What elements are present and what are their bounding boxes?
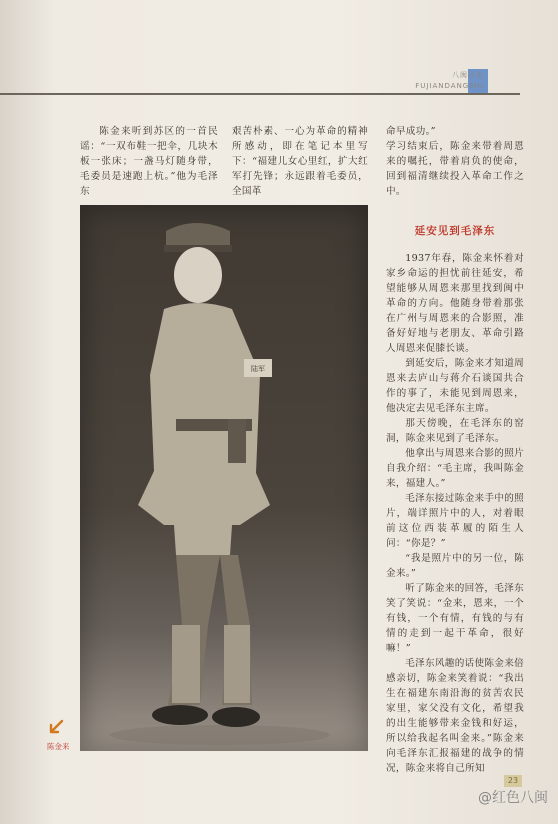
column-1-text: 陈金来听到苏区的一首民谣：“一双布鞋一把伞，几块木板一张床；一盏马灯随身带，毛委员是速跑上杭。”他为毛泽东: [80, 126, 218, 197]
column-3-paragraph: “我是照片中的另一位，陈金来。”: [386, 553, 524, 579]
running-header: [364, 70, 484, 92]
header-label-en: FUJIANDANGSHI: [415, 82, 484, 90]
header-rule: [0, 93, 520, 95]
body-column-3-top: [386, 124, 524, 199]
section-title: 延安见到毛泽东: [414, 225, 496, 237]
column-3-paragraph: 听了陈金来的回答，毛泽东笑了笑说：“金来，恩来，一个有钱，一个有情，有钱的与有情的走到一起干革命，很好嘛！”: [386, 583, 524, 654]
armband-text: 陆军: [251, 365, 265, 373]
column-2-text: 艰苦朴素、一心为革命的精神所感动，即在笔记本里写下：“福建儿女心里红，扩大红军打先锋；永远跟着毛委员，全国革: [232, 126, 368, 197]
watermark: @红色八闽: [478, 790, 548, 806]
photo-caption: 陈金来: [47, 742, 70, 751]
column-3-paragraph: 毛泽东接过陈金来手中的照片，端详照片中的人，对着眼前这位西装革履的陌生人问：“你是？”: [386, 493, 524, 549]
column-3-paragraph: 1937年春，陈金来怀着对家乡命运的担忧前往延安，希望能够从周恩来那里找到闽中革命的方向。他随身带着那张在广州与周恩来的合影照，准备好好地与老朋友、革命引路人周恩来促膝长谈。: [386, 253, 524, 354]
portrait-illustration: [80, 205, 368, 751]
page-number: 23: [504, 775, 522, 787]
header-label-cn: 八闽丛史: [452, 71, 484, 79]
column-3-top-text: 命早成功。” 学习结束后，陈金来带着周恩来的嘱托，带着肩负的使命，回到福清继续投入革命工作之中。: [386, 126, 524, 197]
body-column-3: [386, 251, 524, 776]
column-3-paragraph: 他拿出与周恩来合影的照片自我介绍：“毛主席，我叫陈金来，福建人。”: [386, 448, 524, 489]
column-3-paragraph: 毛泽东风趣的话使陈金来倍感亲切，陈金来笑着说：“我出生在福建东南沿海的贫苦农民家里，家父没有文化，希望我的出生能够带来金钱和好运，所以给我起名叫金来。”陈金来向毛泽东汇报福建的战争的情况，陈金来将自己所知: [386, 658, 524, 774]
column-3-paragraph: 那天傍晚，在毛泽东的窑洞，陈金来见到了毛泽东。: [386, 418, 524, 444]
arrow-down-left-icon: [47, 718, 65, 736]
column-3-paragraph: 到延安后，陈金来才知道周恩来去庐山与蒋介石谈国共合作的事了，未能见到周恩来，他决定去见毛泽东主席。: [386, 358, 524, 414]
body-column-2: [232, 124, 368, 199]
body-column-1: [80, 124, 218, 199]
portrait-photo: [80, 205, 368, 751]
